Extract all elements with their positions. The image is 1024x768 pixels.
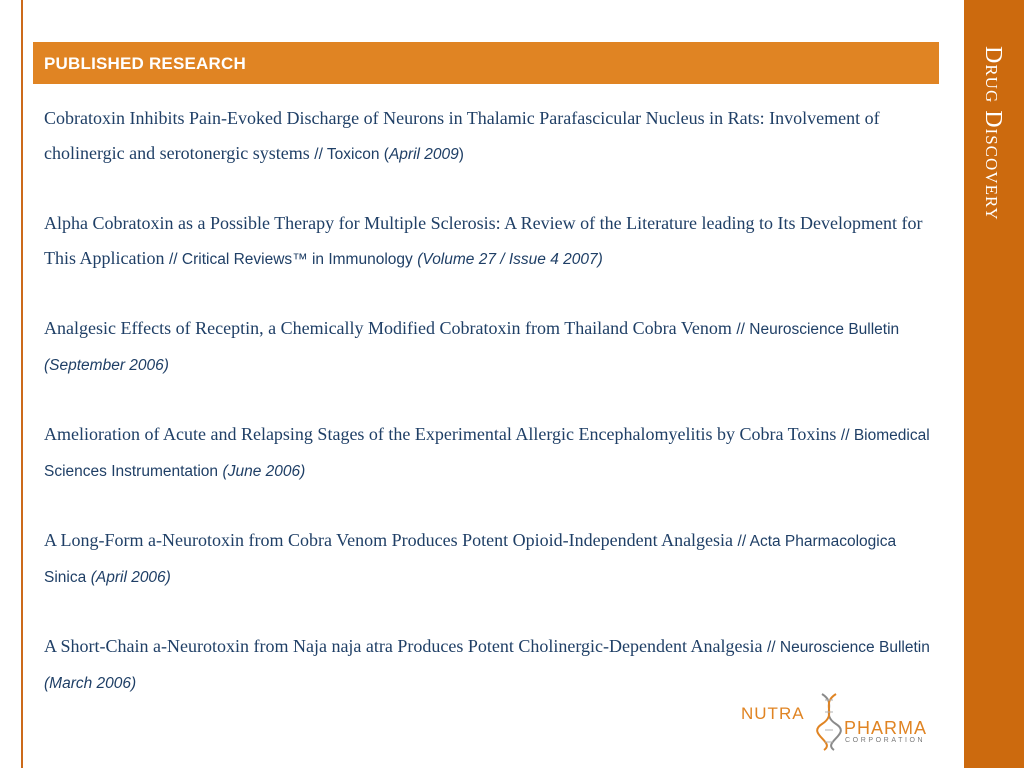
dna-helix-icon [816, 692, 842, 752]
entry-journal: // Acta Pharmacologica Sinica [44, 533, 897, 586]
logo-brand-left: NUTRA [741, 704, 805, 723]
entry-suffix: ) [458, 146, 464, 163]
header-title: PUBLISHED RESEARCH [44, 54, 246, 73]
entry-title: Analgesic Effects of Receptin, a Chemically Modified Cobratoxin from Thailand Cobra Venom [44, 318, 732, 338]
section-title: Drug Discovery [980, 46, 1006, 221]
entry-journal: // Critical Reviews™ in Immunology [169, 251, 413, 268]
research-list [44, 101, 934, 735]
research-entry [44, 629, 934, 701]
entry-date: (Volume 27 / Issue 4 2007) [417, 251, 603, 268]
entry-journal: // Neuroscience Bulletin [736, 321, 900, 338]
header-bar [33, 42, 939, 84]
research-entry [44, 523, 934, 595]
company-logo [738, 692, 943, 754]
entry-journal: // Toxicon ( [314, 146, 389, 163]
logo-brand-right: PHARMA [844, 718, 928, 738]
entry-title: Cobratoxin Inhibits Pain-Evoked Discharge of Neurons in Thalamic Parafascicular Nucleus in Rats: Involvement of cholinergic and serotonergic systems [44, 108, 880, 163]
entry-journal: // Neuroscience Bulletin [766, 639, 930, 656]
research-entry [44, 206, 934, 277]
entry-title: A Long-Form a-Neurotoxin from Cobra Venom Produces Potent Opioid-Independent Analgesia [44, 530, 734, 550]
entry-date: (April 2006) [90, 569, 171, 586]
entry-title: Amelioration of Acute and Relapsing Stages of the Experimental Allergic Encephalomyelitis by Cobra Toxins [44, 424, 837, 444]
entry-title: Alpha Cobratoxin as a Possible Therapy for Multiple Sclerosis: A Review of the Literature leading to Its Development for This Application [44, 213, 923, 268]
entry-date: April 2009 [388, 146, 459, 163]
research-entry [44, 101, 934, 172]
entry-journal: // Biomedical Sciences Instrumentation [44, 427, 930, 480]
entry-title: A Short-Chain a-Neurotoxin from Naja naja atra Produces Potent Cholinergic-Dependent Analgesia [44, 636, 763, 656]
left-divider [21, 0, 23, 768]
logo-subtitle: CORPORATION [845, 737, 926, 744]
research-entry [44, 417, 934, 489]
entry-date: (March 2006) [44, 675, 137, 692]
entry-date: (September 2006) [44, 357, 169, 374]
entry-date: (June 2006) [222, 463, 306, 480]
research-entry [44, 311, 934, 383]
